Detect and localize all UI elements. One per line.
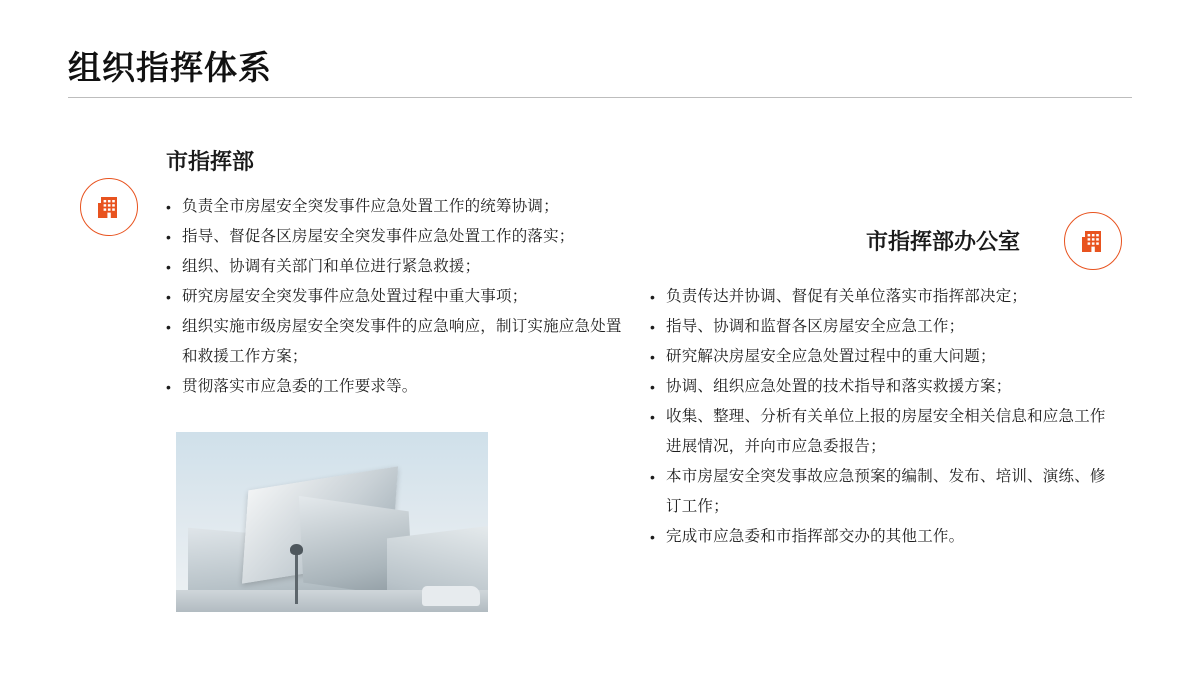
list-item	[166, 192, 636, 222]
building-icon	[1064, 212, 1122, 270]
list-item	[166, 372, 636, 402]
list-item	[650, 462, 1120, 522]
list-item-text: 完成市应急委和市指挥部交办的其他工作。	[666, 528, 965, 545]
list-item	[166, 252, 636, 282]
list-item	[650, 312, 1120, 342]
list-item-text: 指导、督促各区房屋安全突发事件应急处置工作的落实；	[182, 228, 575, 245]
list-item	[650, 282, 1120, 312]
list-item-text: 组织、协调有关部门和单位进行紧急救援；	[182, 258, 481, 275]
right-bullet-list	[650, 282, 1120, 552]
list-item-text: 研究解决房屋安全应急处置过程中的重大问题；	[666, 348, 996, 365]
page-title: 组织指挥体系	[68, 49, 272, 86]
building-photo	[176, 432, 488, 612]
list-item	[650, 402, 1120, 462]
title-divider	[68, 97, 1132, 98]
list-item	[650, 372, 1120, 402]
list-item	[166, 222, 636, 252]
left-bullet-list	[166, 192, 636, 402]
list-item-text: 研究房屋安全突发事件应急处置过程中重大事项；	[182, 288, 528, 305]
photo-vehicle	[422, 586, 480, 606]
right-section-heading: 市指挥部办公室	[866, 229, 1021, 254]
list-item-text: 负责全市房屋安全突发事件应急处置工作的统筹协调；	[182, 198, 559, 215]
list-item	[650, 342, 1120, 372]
list-item	[166, 312, 636, 372]
list-item-text: 贯彻落实市应急委的工作要求等。	[182, 378, 418, 395]
left-section-heading: 市指挥部	[166, 149, 255, 174]
photo-street-lamp	[295, 552, 298, 604]
list-item	[650, 522, 1120, 552]
list-item-text: 指导、协调和监督各区房屋安全应急工作；	[666, 318, 965, 335]
building-icon	[80, 178, 138, 236]
list-item	[166, 282, 636, 312]
list-item-text: 收集、整理、分析有关单位上报的房屋安全相关信息和应急工作进展情况，并向市应急委报告；	[666, 408, 1106, 455]
list-item-text: 组织实施市级房屋安全突发事件的应急响应，制订实施应急处置和救援工作方案；	[182, 318, 622, 365]
list-item-text: 本市房屋安全突发事故应急预案的编制、发布、培训、演练、修订工作；	[666, 468, 1106, 515]
list-item-text: 协调、组织应急处置的技术指导和落实救援方案；	[666, 378, 1012, 395]
list-item-text: 负责传达并协调、督促有关单位落实市指挥部决定；	[666, 288, 1028, 305]
